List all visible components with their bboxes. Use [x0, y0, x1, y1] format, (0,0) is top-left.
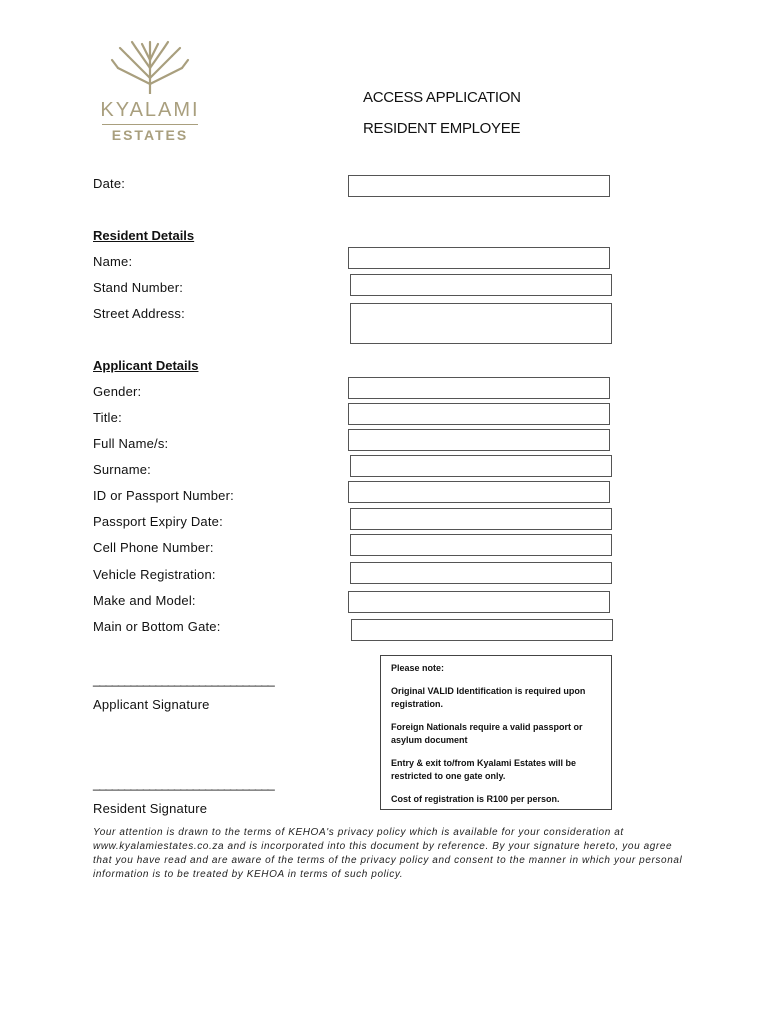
resident-signature-line[interactable]: _____________________________ — [93, 776, 274, 791]
stand-number-field[interactable] — [350, 274, 612, 296]
logo-subtitle: ESTATES — [111, 127, 189, 143]
date-field[interactable] — [348, 175, 610, 197]
street-address-label: Street Address: — [93, 306, 185, 321]
note-id-requirement: Original VALID Identification is required upon registration. — [391, 686, 586, 709]
please-note-box — [380, 655, 612, 810]
privacy-notice: Your attention is drawn to the terms of KEHOA's privacy policy which is available for your consideration at www.kyalamiestates.co.za and is incorporated into this document by reference. By your signature hereto, you agree that you have read and are aware of the terms of the privacy policy and consent to the manner in which your personal information is to be treated by KEHOA in terms of such policy. — [93, 827, 683, 880]
date-label: Date: — [93, 176, 126, 191]
make-model-field[interactable] — [348, 591, 610, 613]
resident-name-field[interactable] — [348, 247, 610, 269]
cell-phone-field[interactable] — [350, 534, 612, 556]
applicant-signature-label: Applicant Signature — [93, 697, 210, 712]
note-foreign-nationals: Foreign Nationals require a valid passport or asylum document — [391, 722, 583, 745]
applicant-signature-line[interactable]: _____________________________ — [93, 672, 274, 687]
surname-field[interactable] — [350, 455, 612, 477]
vehicle-registration-field[interactable] — [350, 562, 612, 584]
surname-label: Surname: — [93, 462, 151, 477]
resident-details-heading: Resident Details — [93, 228, 195, 243]
vehicle-registration-label: Vehicle Registration: — [93, 567, 216, 582]
cell-phone-label: Cell Phone Number: — [93, 540, 214, 555]
id-passport-label: ID or Passport Number: — [93, 488, 234, 503]
form-subtitle: RESIDENT EMPLOYEE — [363, 120, 521, 137]
gender-label: Gender: — [93, 384, 142, 399]
estate-logo — [98, 38, 202, 143]
passport-expiry-label: Passport Expiry Date: — [93, 514, 223, 529]
gate-label: Main or Bottom Gate: — [93, 619, 221, 634]
gender-field[interactable] — [348, 377, 610, 399]
stand-number-label: Stand Number: — [93, 280, 184, 295]
full-names-field[interactable] — [348, 429, 610, 451]
street-address-field[interactable] — [350, 303, 612, 344]
tree-icon — [98, 38, 202, 94]
gate-field[interactable] — [351, 619, 613, 641]
note-gate-restriction: Entry & exit to/from Kyalami Estates will be restricted to one gate only. — [391, 758, 577, 781]
make-model-label: Make and Model: — [93, 593, 196, 608]
logo-wordmark: KYALAMI — [100, 99, 200, 121]
applicant-details-heading: Applicant Details — [93, 358, 199, 373]
resident-signature-label: Resident Signature — [93, 801, 208, 816]
note-registration-cost: Cost of registration is R100 per person. — [391, 794, 560, 804]
full-names-label: Full Name/s: — [93, 436, 169, 451]
title-field[interactable] — [348, 403, 610, 425]
note-heading: Please note: — [391, 663, 445, 673]
id-passport-field[interactable] — [348, 481, 610, 503]
title-label: Title: — [93, 410, 122, 425]
logo-divider — [102, 124, 198, 125]
passport-expiry-field[interactable] — [350, 508, 612, 530]
resident-name-label: Name: — [93, 254, 133, 269]
form-title: ACCESS APPLICATION — [363, 89, 521, 106]
